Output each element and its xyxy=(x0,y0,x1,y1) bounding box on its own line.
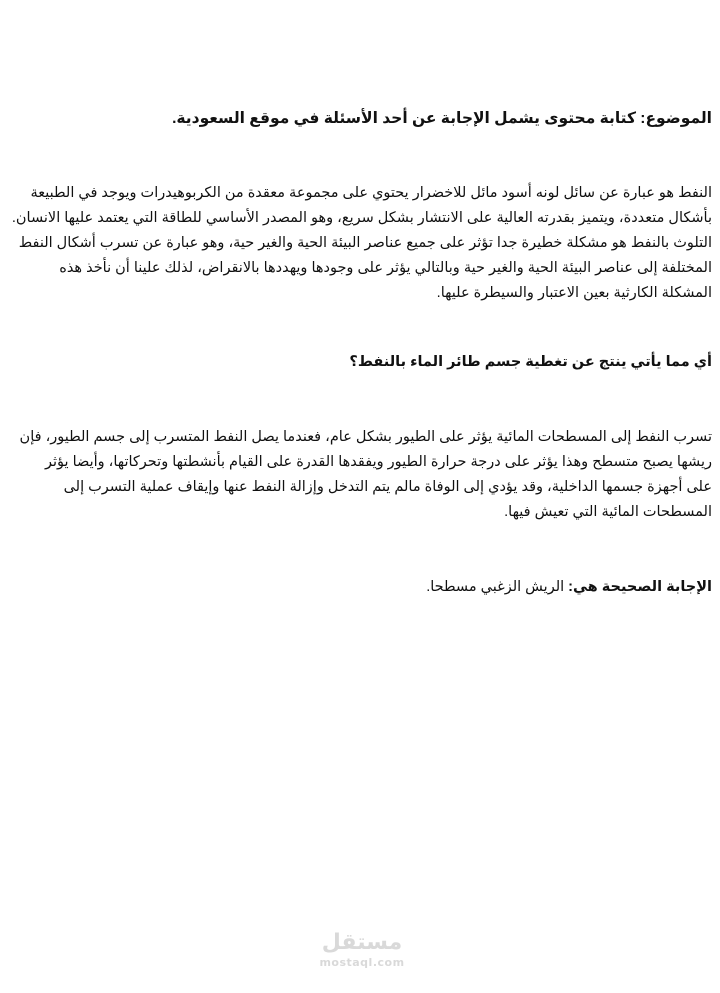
intro-line-4: المختلفة إلى عناصر البيئة الحية والغير حية وبالتالي يؤثر على وجودها ويهددها بالانقراض، لذلك علينا أن نأخذ هذه xyxy=(59,260,712,276)
answer-label: الإجابة الصحيحة هي: xyxy=(568,579,712,595)
body-line-1: تسرب النفط إلى المسطحات المائية يؤثر على الطيور بشكل عام، فعندما يصل النفط المتسرب إلى جسم الطيور، فإن xyxy=(19,429,712,445)
intro-line-1: النفط هو عبارة عن سائل لونه أسود مائل للاخضرار يحتوي على مجموعة معقدة من الكربوهيدرات ويوجد في الطبيعة xyxy=(30,185,712,201)
question-heading: أي مما يأتي ينتج عن تغطية جسم طائر الماء بالنفط؟ xyxy=(349,354,712,370)
intro-line-5: المشكلة الكارثية بعين الاعتبار والسيطرة عليها. xyxy=(436,285,712,301)
mostaql-watermark xyxy=(317,929,407,977)
body-line-2: ريشها يصبح متسطح وهذا يؤثر على درجة حرارة الطيور ويفقدها القدرة على القيام بأنشطتها وتحركاتها، وأيضا يؤثر xyxy=(44,454,712,470)
document-title: الموضوع: كتابة محتوى يشمل الإجابة عن أحد الأسئلة في موقع السعودية. xyxy=(172,110,712,127)
body-line-3: على أجهزة جسمها الداخلية، وقد يؤدي إلى الوفاة مالم يتم التدخل وإزالة النفط عنها وإيقاف عملية التسرب إلى xyxy=(63,479,712,495)
answer-value: الريش الزغبي مسطحا. xyxy=(426,579,569,595)
watermark-arabic: مستقل xyxy=(321,930,403,955)
watermark-latin: mostaql.com xyxy=(319,956,405,969)
intro-line-3: التلوث بالنفط هو مشكلة خطيرة جدا تؤثر على جميع عناصر البيئة الحية والغير حية، وهو عبارة عن تسرب أشكال النفط xyxy=(18,235,712,251)
answer-line xyxy=(426,576,712,598)
intro-line-2: بأشكال متعددة، ويتميز بقدرته العالية على الانتشار بشكل سريع، وهو المصدر الأساسي للطاقة التي يعتمد عليها الانسان. xyxy=(11,210,712,226)
body-line-4: المسطحات المائية التي تعيش فيها. xyxy=(504,504,712,520)
